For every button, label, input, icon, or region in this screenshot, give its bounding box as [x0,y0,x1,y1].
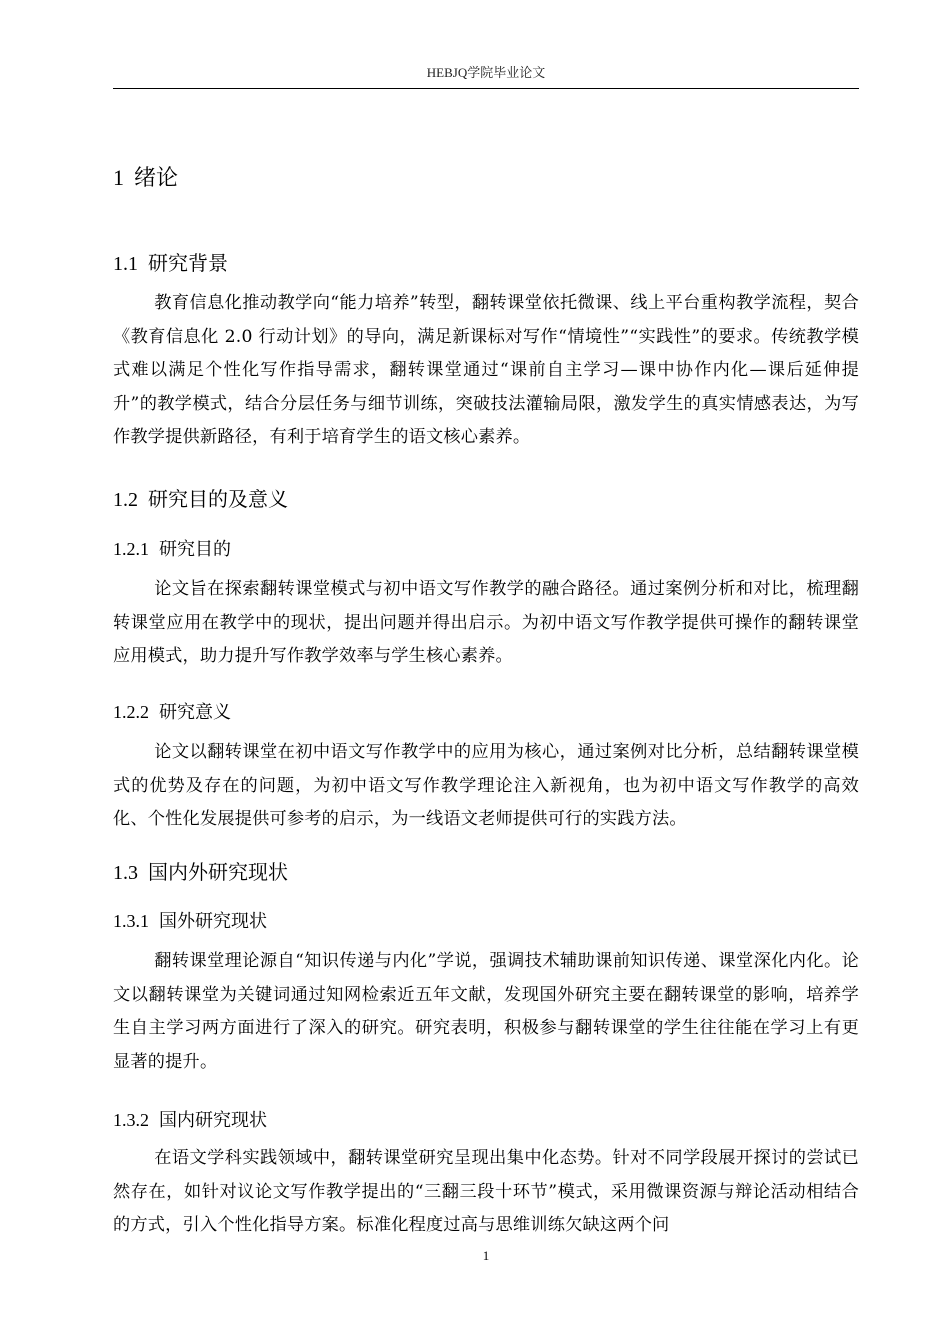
subsection-number: 1.3.1 [113,911,149,931]
paragraph-foreign-research: 翻转课堂理论源自“知识传递与内化”学说，强调技术辅助课前知识传递、课堂深化内化。论文以翻转课堂为关键词通过知网检索近五年文献，发现国外研究主要在翻转课堂的影响，培养学生自主学习两方面进行了深入的研究。研究表明，积极参与翻转课堂的学生往往能在学习上有更显著的提升。 [113,951,859,1072]
header-divider [113,88,859,89]
paragraph-research-purpose: 论文旨在探索翻转课堂模式与初中语文写作教学的融合路径。通过案例分析和对比，梳理翻转课堂应用在教学中的现状，提出问题并得出启示。为初中语文写作教学提供可操作的翻转课堂应用模式，助力提升写作教学效率与学生核心素养。 [113,579,859,667]
section-heading-1-1 [113,249,228,278]
subsection-title: 国外研究现状 [159,911,267,932]
subsection-number: 1.2.2 [113,702,149,722]
section-number: 1.2 [113,489,138,511]
section-title: 研究目的及意义 [148,487,288,511]
chapter-title: 绪论 [134,166,179,191]
section-title: 国内外研究现状 [148,860,288,884]
subsection-title: 研究目的 [159,539,231,560]
paragraph-research-significance: 论文以翻转课堂在初中语文写作教学中的应用为核心，通过案例对比分析，总结翻转课堂模式的优势及存在的问题，为初中语文写作教学理论注入新视角，也为初中语文写作教学的高效化、个性化发展提供可参考的启示，为一线语文老师提供可行的实践方法。 [113,742,859,830]
running-header: HEBJQ学院毕业论文 [426,65,546,80]
subsection-heading-1-3-2 [113,1107,267,1134]
section-number: 1.1 [113,253,138,275]
subsection-number: 1.3.2 [113,1110,149,1130]
section-number: 1.3 [113,862,138,884]
subsection-heading-1-3-1 [113,908,267,935]
paragraph-research-background: 教育信息化推动教学向“能力培养”转型，翻转课堂依托微课、线上平台重构教学流程，契合《教育信息化 2.0 行动计划》的导向，满足新课标对写作“情境性”“实践性”的要求。传统教学模式难以满足个性化写作指导需求，翻转课堂通过“课前自主学习—课中协作内化—课后延伸提升”的教学模式，结合分层任务与细节训练，突破技法灌输局限，激发学生的真实情感表达，为写作教学提供新路径，有利于培育学生的语文核心素养。 [113,293,859,448]
page-number: 1 [482,1248,490,1263]
paragraph-domestic-research: 在语文学科实践领域中，翻转课堂研究呈现出集中化态势。针对不同学段展开探讨的尝试已然存在，如针对议论文写作教学提出的“三翻三段十环节”模式，采用微课资源与辩论活动相结合的方式，引入个性化指导方案。标准化程度过高与思维训练欠缺这两个问 [113,1148,859,1236]
chapter-heading [113,163,178,194]
subsection-heading-1-2-2 [113,699,231,726]
section-heading-1-3 [113,858,288,887]
subsection-heading-1-2-1 [113,536,231,563]
chapter-number: 1 [113,165,124,190]
section-heading-1-2 [113,485,288,514]
subsection-title: 研究意义 [159,702,231,723]
subsection-number: 1.2.1 [113,539,149,559]
section-title: 研究背景 [148,251,228,275]
subsection-title: 国内研究现状 [159,1110,267,1131]
